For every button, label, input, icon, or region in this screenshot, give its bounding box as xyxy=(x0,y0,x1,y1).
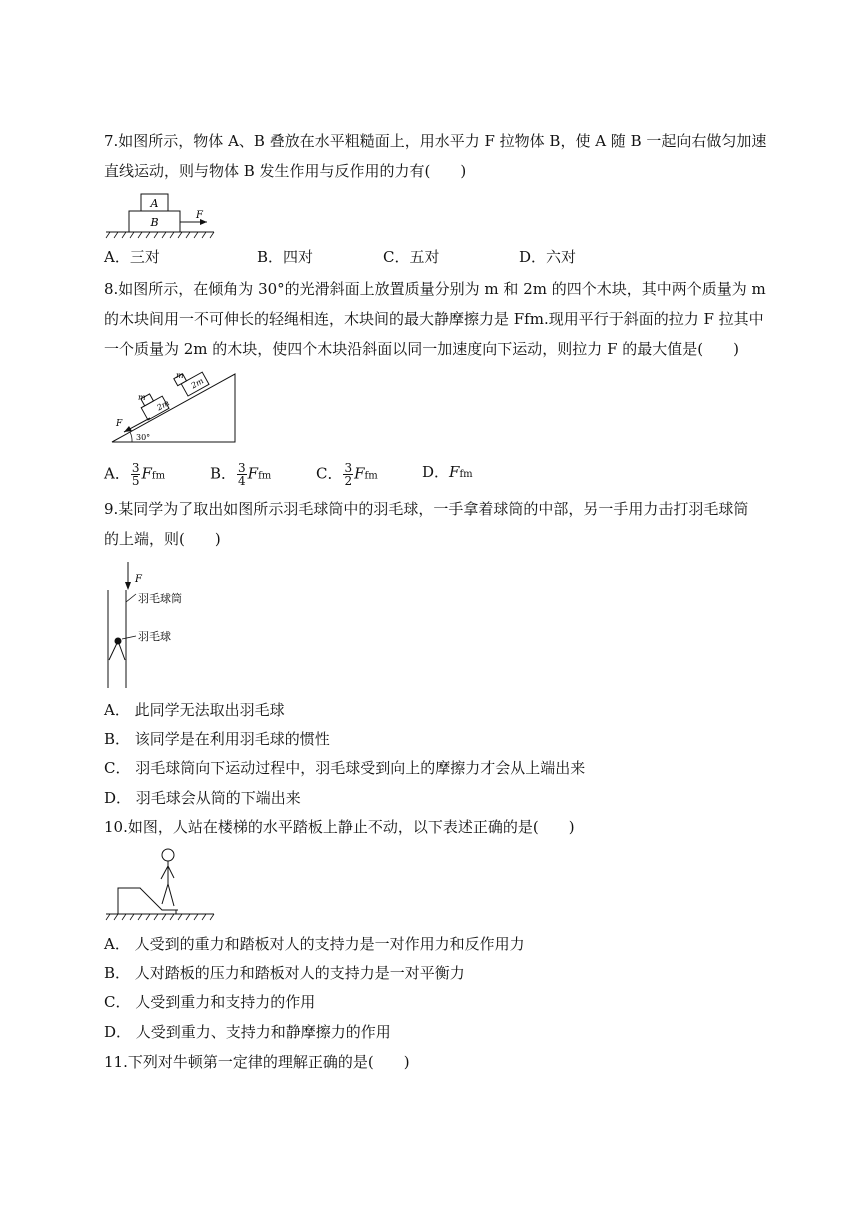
force-arrow xyxy=(124,426,132,432)
q8-option-a: A． $\frac{3}{5}$ Ffm xyxy=(104,461,166,488)
q10-option-c: C． 人受到重力和支持力的作用 xyxy=(104,993,316,1011)
q9-option-b: B． 该同学是在利用羽毛球的惯性 xyxy=(104,730,330,748)
q8-option-c: C． $\frac{3}{2}$ Ffm xyxy=(316,461,378,488)
q7-option-a: A．三对 xyxy=(104,248,160,266)
angle-label: 30° xyxy=(136,433,151,442)
q10-stem-line1: 10.如图，人站在楼梯的水平踏板上静止不动，以下表述正确的是( ) xyxy=(104,818,575,836)
q10-option-a: A． 人受到的重力和踏板对人的支持力是一对作用力和反作用力 xyxy=(104,935,525,953)
q10-option-d: D． 人受到重力、支持力和静摩擦力的作用 xyxy=(104,1023,391,1041)
q8-stem-line2: 的木块间用一不可伸长的轻绳相连，木块间的最大静摩擦力是 Ffm.现用平行于斜面的拉力 F 拉其中 xyxy=(104,310,764,328)
force-label: F xyxy=(196,210,203,221)
lower-m-label: m xyxy=(138,393,146,402)
upper-m-label: m xyxy=(176,371,184,380)
q7-option-c: C．五对 xyxy=(383,248,440,266)
q8-option-d: D．Ffm xyxy=(422,463,473,481)
q7-stem-line1: 7.如图所示，物体 A、B 叠放在水平粗糙面上，用水平力 F 拉物体 B，使 A 随 B 一起向右做匀加速 xyxy=(104,132,767,150)
ground-hatch xyxy=(106,914,214,920)
q9-stem-line1: 9.某同学为了取出如图所示羽毛球筒中的羽毛球，一手拿着球筒的中部，另一手用力击打羽毛球筒 xyxy=(104,500,749,518)
ball-label: 羽毛球 xyxy=(138,630,171,643)
ground-hatch xyxy=(106,232,214,238)
person-head xyxy=(162,849,174,861)
q9-option-c: C． 羽毛球筒向下运动过程中，羽毛球受到向上的摩擦力才会从上端出来 xyxy=(104,759,586,777)
q9-option-d: D． 羽毛球会从筒的下端出来 xyxy=(104,789,301,807)
q10-option-b: B． 人对踏板的压力和踏板对人的支持力是一对平衡力 xyxy=(104,964,465,982)
force-label: F xyxy=(135,574,142,585)
q8-figure xyxy=(110,368,240,448)
q7-option-b: B．四对 xyxy=(257,248,314,266)
q9-figure xyxy=(104,560,214,690)
q8-option-b: B． $\frac{3}{4}$ Ffm xyxy=(210,461,272,488)
q7-figure xyxy=(104,192,216,240)
q8-stem-line1: 8.如图所示，在倾角为 30°的光滑斜面上放置质量分别为 m 和 2m 的四个木块，其中两个质量为 m xyxy=(104,280,766,298)
q9-option-a: A． 此同学无法取出羽毛球 xyxy=(104,701,285,719)
q7-option-d: D．六对 xyxy=(519,248,577,266)
q8-stem-line3: 一个质量为 2m 的木块，使四个木块沿斜面以同一加速度向下运动，则拉力 F 的最大值是( ) xyxy=(104,340,739,358)
q7-stem-line2: 直线运动，则与物体 B 发生作用与反作用的力有( ) xyxy=(104,162,467,180)
svg-text:2m: 2m xyxy=(189,376,206,391)
block-b-label: B xyxy=(150,216,159,229)
incline xyxy=(112,374,235,442)
q10-figure xyxy=(104,846,216,926)
svg-text:2m: 2m xyxy=(155,398,171,413)
tube-label: 羽毛球筒 xyxy=(138,592,182,605)
force-arrow xyxy=(125,582,131,590)
block-a-label: A xyxy=(150,197,159,210)
force-label: F xyxy=(116,419,123,429)
q9-stem-line2: 的上端，则( ) xyxy=(104,530,221,548)
q11-stem-line1: 11.下列对牛顿第一定律的理解正确的是( ) xyxy=(104,1053,410,1071)
